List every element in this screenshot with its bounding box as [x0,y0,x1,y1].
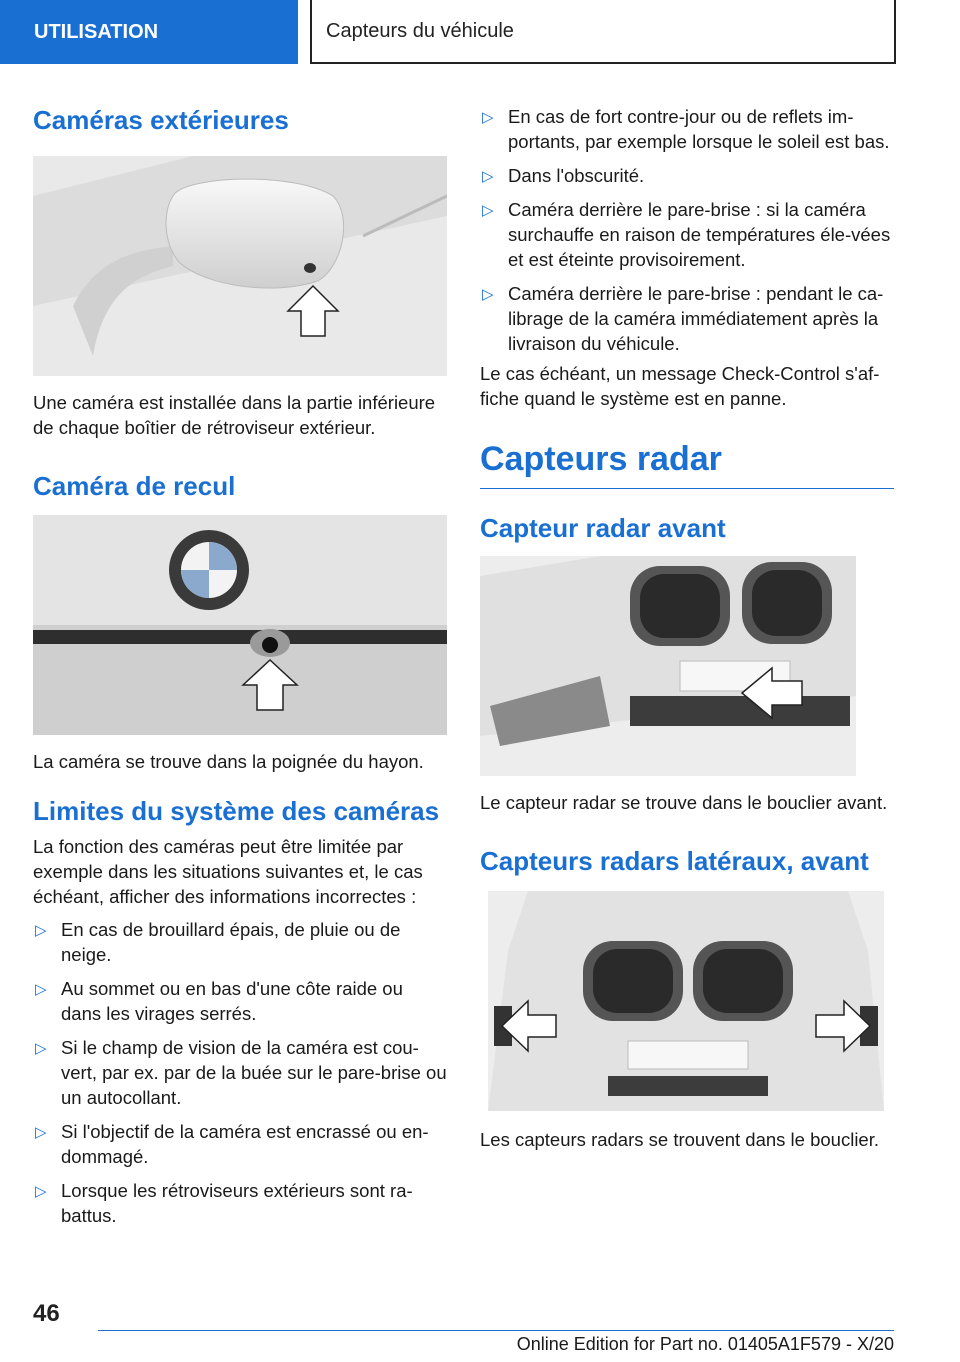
mirror-camera-illustration [33,156,447,376]
camera-limits-list-continued [480,104,894,356]
list-item: ▷ En cas de fort contre-jour ou de reflets im-portants, par exemple lorsque le soleil est bas. [482,106,890,152]
page-number: 46 [33,1300,60,1327]
right-column [480,104,894,1152]
footer-rule [98,1330,894,1331]
section-tab: UTILISATION [0,0,298,64]
left-column [33,96,447,1237]
paragraph-rear: La caméra se trouve dans la poignée du hayon. [33,751,424,773]
heading-side-radars: Capteurs radars latéraux, avant [480,845,869,876]
triangle-bullet-icon: ▷ [482,286,494,303]
triangle-bullet-icon: ▷ [35,921,47,939]
triangle-bullet-icon: ▷ [35,980,47,998]
triangle-bullet-icon: ▷ [35,1039,47,1057]
heading-exterior-cameras: Caméras extérieures [33,105,289,135]
footer-edition: Online Edition for Part no. 01405A1F579 - X/20 [516,1334,894,1354]
chapter-title: Capteurs du véhicule [312,0,896,64]
triangle-bullet-icon: ▷ [482,109,494,126]
side-radar-illustration [488,891,884,1111]
triangle-bullet-icon: ▷ [35,1123,47,1141]
triangle-bullet-icon: ▷ [482,202,494,219]
paragraph-check-control: Le cas échéant, un message Check-Control s'af-fiche quand le système est en panne. [480,363,880,409]
front-radar-illustration [480,556,856,776]
list-item: ▷ Si le champ de vision de la caméra est cou-vert, par ex. par de la buée sur le pare-brise ou un autocollant. [35,1036,447,1108]
list-item: ▷ En cas de brouillard épais, de pluie ou de neige. [35,918,401,965]
list-item: ▷ Caméra derrière le pare-brise : si la caméra surchauffe en raison de températures éle-vées et est éteinte provisoirement. [482,199,891,270]
list-item: ▷ Dans l'obscurité. [480,163,894,188]
heading-radar-sensors: Capteurs radar [480,440,722,478]
camera-limits-list [33,917,447,1228]
heading-camera-limits: Limites du système des caméras [33,796,440,827]
heading-rear-camera: Caméra de recul [33,471,236,502]
list-item: ▷ Lorsque les rétroviseurs extérieurs sont ra-battus. [35,1179,413,1226]
paragraph-limits: La fonction des caméras peut être limitée par exemple dans les situations suivantes et, le cas échéant, afficher des informations incorrectes : [33,835,423,907]
list-item: ▷ Caméra derrière le pare-brise : pendant le ca-librage de la caméra immédiatement après la livraison du véhicule. [482,283,884,354]
list-item: ▷ Si l'objectif de la caméra est encrassé ou en-dommagé. [35,1120,429,1167]
heading-rule [480,488,894,489]
triangle-bullet-icon: ▷ [482,168,494,185]
rear-camera-illustration [33,515,447,735]
paragraph-exterior: Une caméra est installée dans la partie inférieure de chaque boîtier de rétroviseur extérieur. [33,392,436,439]
triangle-bullet-icon: ▷ [35,1182,47,1200]
heading-front-radar: Capteur radar avant [480,512,726,543]
paragraph-front-radar: Le capteur radar se trouve dans le bouclier avant. [480,791,888,813]
paragraph-side-radars: Les capteurs radars se trouvent dans le bouclier. [480,1129,880,1151]
list-item: ▷ Au sommet ou en bas d'une côte raide ou dans les virages serrés. [35,977,403,1024]
